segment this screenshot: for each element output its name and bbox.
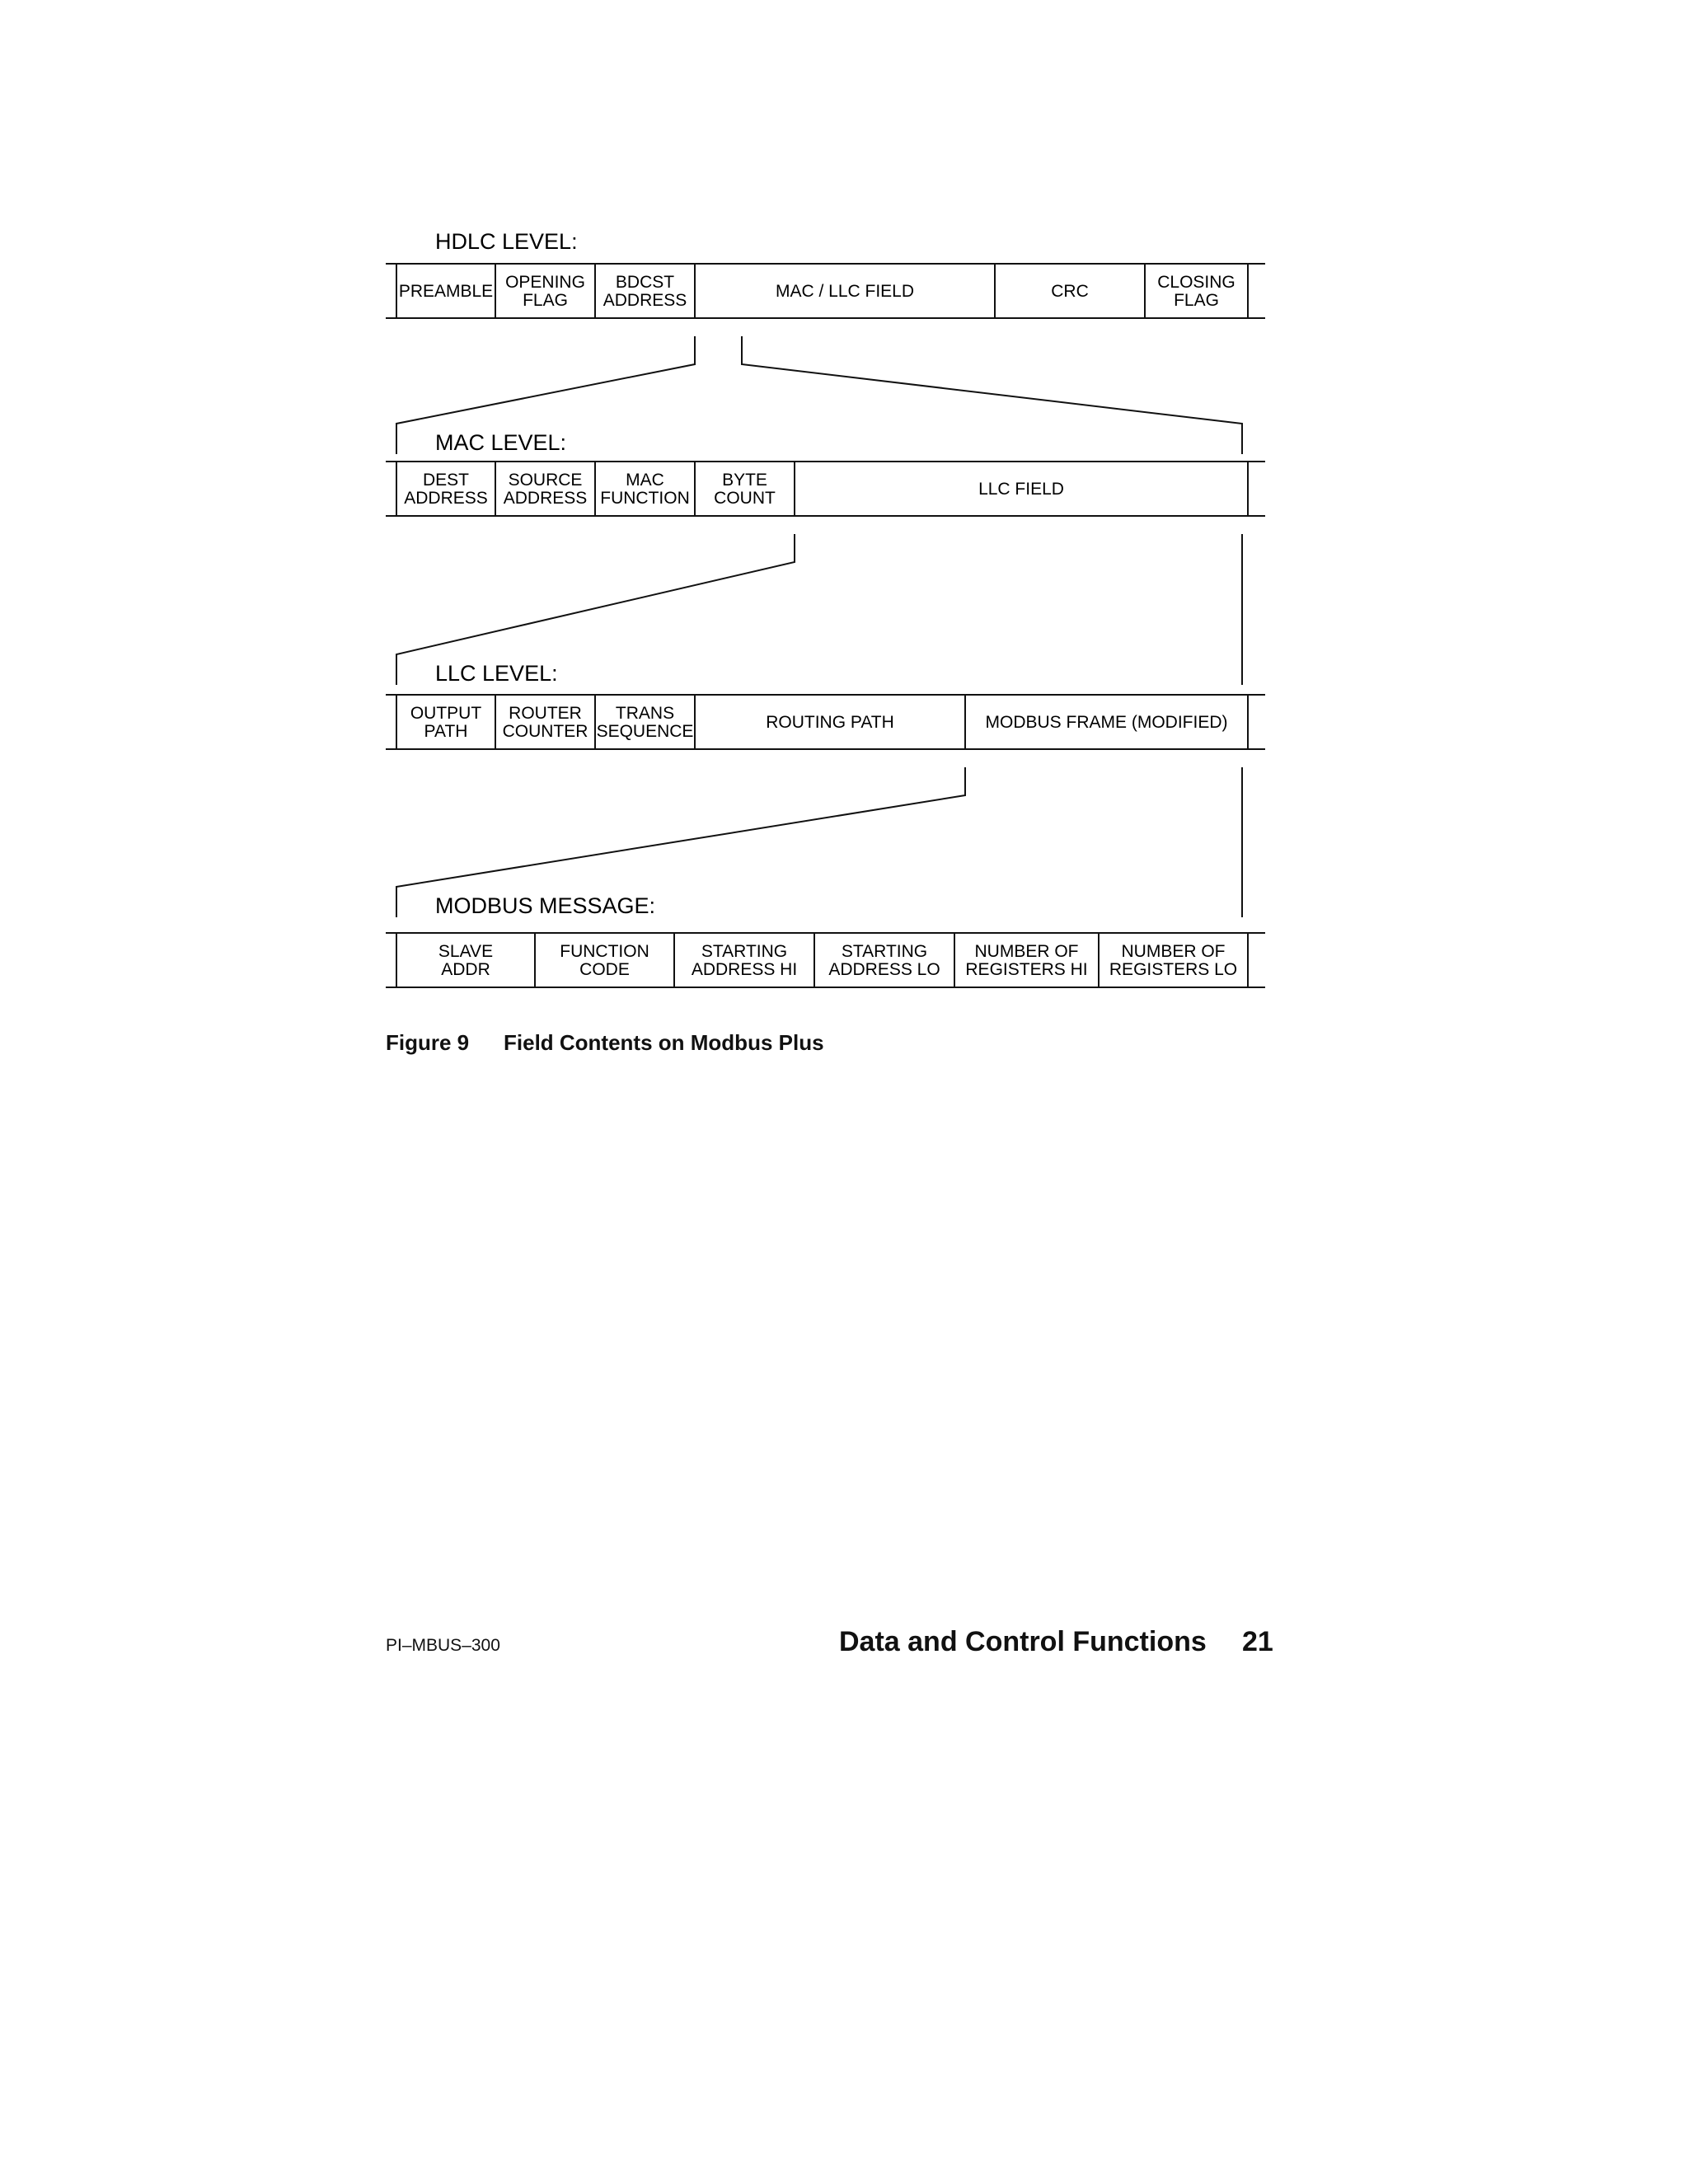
field-label-line: FUNCTION: [560, 942, 649, 961]
field-label-line: ADDRESS: [603, 291, 687, 310]
field-label-line: BYTE: [722, 471, 767, 490]
field-label-line: NUMBER OF: [974, 942, 1079, 961]
field-label-line: PATH: [424, 722, 468, 741]
field-label-line: REGISTERS HI: [965, 960, 1088, 979]
field-label-line: COUNT: [714, 489, 776, 508]
field-label-line: DEST: [422, 471, 470, 490]
field-label: [965, 942, 1087, 979]
field-label: [404, 471, 488, 508]
field-label: [503, 704, 588, 741]
field-label-line: BDCST: [615, 273, 675, 292]
field-label-line: STARTING: [841, 942, 928, 961]
field-label-line: CRC: [1051, 282, 1089, 301]
field-label: [978, 480, 1064, 499]
field-contents-diagram: [0, 0, 1688, 1071]
field-label-line: FLAG: [1174, 291, 1219, 310]
figure-caption: [386, 1030, 824, 1056]
field-label-line: CLOSING: [1157, 273, 1236, 292]
field-label-line: SLAVE: [438, 942, 494, 961]
field-label-line: LLC FIELD: [978, 480, 1064, 499]
field-label-line: TRANS: [615, 704, 675, 723]
field-label: [1109, 942, 1237, 979]
field-label-line: MODBUS FRAME (MODIFIED): [985, 713, 1228, 732]
field-label-line: SOURCE: [508, 471, 583, 490]
footer-section-title: Data and Control Functions: [839, 1626, 1207, 1657]
field-label: [603, 273, 687, 310]
field-label: [714, 471, 776, 508]
field-label-line: REGISTERS LO: [1109, 960, 1238, 979]
field-label-line: MAC / LLC FIELD: [775, 282, 915, 301]
expansion-right-connector: [742, 336, 1242, 454]
field-label-line: ADDRESS: [404, 489, 488, 508]
field-label-line: OPENING: [505, 273, 585, 292]
figure-number: Figure 9: [386, 1030, 470, 1055]
footer-doc-code: PI–MBUS–300: [386, 1636, 500, 1655]
figure-title: Field Contents on Modbus Plus: [504, 1030, 824, 1055]
field-label-line: ADDRESS LO: [828, 960, 940, 979]
field-label: [692, 942, 797, 979]
field-label: [597, 704, 694, 741]
field-label-line: OUTPUT: [410, 704, 482, 723]
level-label: MAC LEVEL:: [435, 430, 567, 455]
field-label-line: PREAMBLE: [398, 282, 494, 301]
field-label: [776, 282, 914, 301]
field-label: [410, 704, 482, 741]
field-label-line: ADDRESS HI: [691, 960, 798, 979]
field-label: [438, 942, 493, 979]
field-label: [828, 942, 940, 979]
field-label: [600, 471, 690, 508]
field-label-line: CODE: [579, 960, 630, 979]
field-label-line: NUMBER OF: [1121, 942, 1226, 961]
level-label: MODBUS MESSAGE:: [435, 893, 656, 918]
field-label-line: FUNCTION: [600, 489, 690, 508]
footer-page-number: 21: [1242, 1626, 1273, 1657]
level-label: HDLC LEVEL:: [435, 229, 578, 254]
field-label-line: STARTING: [701, 942, 788, 961]
field-label-line: ADDRESS: [503, 489, 588, 508]
field-label-line: SEQUENCE: [596, 722, 694, 741]
field-label: [560, 942, 649, 979]
field-label: [986, 713, 1228, 732]
field-label: [766, 713, 894, 732]
field-label-line: ROUTER: [509, 704, 582, 723]
field-label-line: MAC: [626, 471, 664, 490]
field-label: [505, 273, 585, 310]
field-label-line: ADDR: [441, 960, 490, 979]
field-label: [399, 282, 493, 301]
field-label-line: COUNTER: [502, 722, 588, 741]
field-label-line: FLAG: [523, 291, 568, 310]
field-label: [504, 471, 588, 508]
field-label: [1157, 273, 1236, 310]
level-label: LLC LEVEL:: [435, 661, 558, 686]
field-label-line: ROUTING PATH: [766, 713, 894, 732]
field-label: [1051, 282, 1089, 301]
